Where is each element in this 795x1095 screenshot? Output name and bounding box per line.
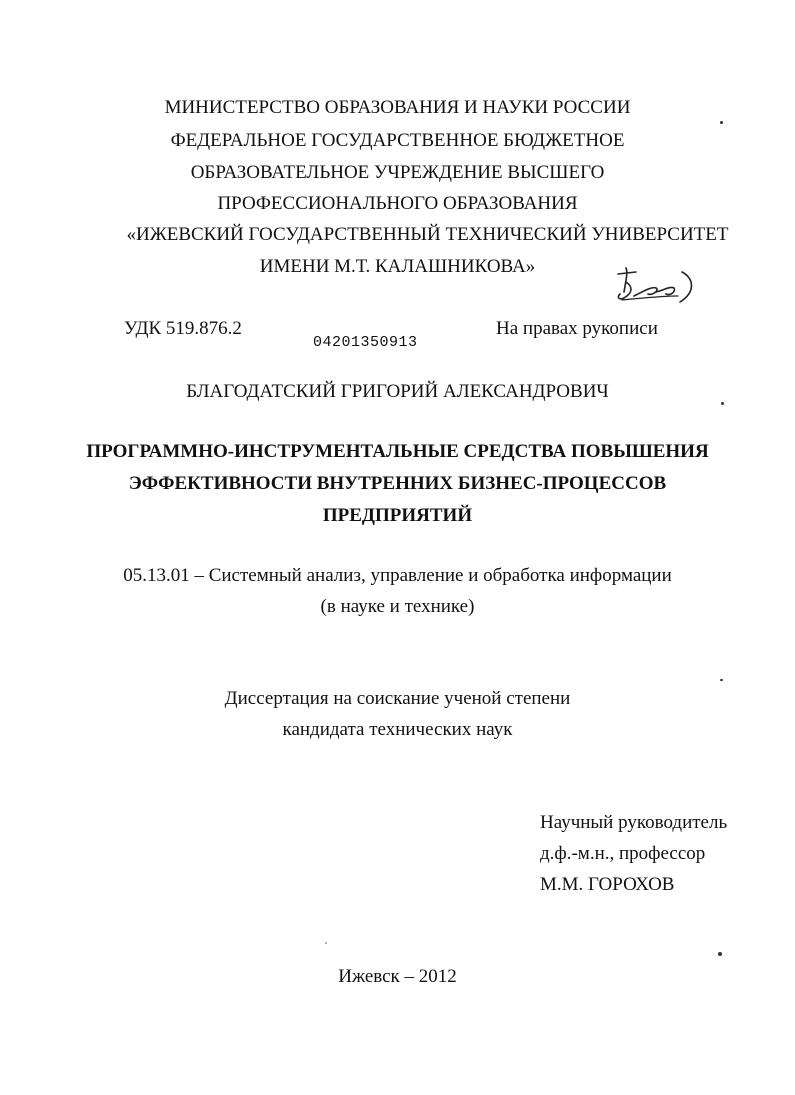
place-and-year: Ижевск – 2012 — [338, 966, 457, 987]
scan-speck — [718, 952, 722, 956]
dissertation-title-line-3: ПРЕДПРИЯТИЙ — [322, 505, 473, 526]
manuscript-rights-note: На правах рукописи — [496, 318, 658, 339]
institution-line-4: ПРОФЕССИОНАЛЬНОГО ОБРАЗОВАНИЯ — [217, 193, 578, 214]
ministry-line: МИНИСТЕРСТВО ОБРАЗОВАНИЯ И НАУКИ РОССИИ — [164, 97, 631, 118]
university-name-line-2: ИМЕНИ М.Т. КАЛАШНИКОВА» — [259, 256, 536, 277]
degree-statement: Диссертация на соискание ученой степени — [224, 688, 571, 709]
supervisor-label: Научный руководитель — [540, 812, 728, 833]
dissertation-title-line-2: ЭФФЕКТИВНОСТИ ВНУТРЕННИХ БИЗНЕС-ПРОЦЕССОВ — [128, 473, 667, 494]
specialty-code: 05.13.01 – Системный анализ, управление и обработка информации — [123, 565, 672, 586]
university-name-line: «ИЖЕВСКИЙ ГОСУДАРСТВЕННЫЙ ТЕХНИЧЕСКИЙ УНИВЕРСИТЕТ — [126, 224, 729, 245]
specialty-scope: (в науке и технике) — [320, 596, 475, 617]
institution-line-3: ОБРАЗОВАТЕЛЬНОЕ УЧРЕЖДЕНИЕ ВЫСШЕГО — [190, 162, 605, 183]
scan-speck — [720, 679, 723, 681]
supervisor-name: М.М. ГОРОХОВ — [540, 874, 675, 895]
author-name: БЛАГОДАТСКИЙ ГРИГОРИЙ АЛЕКСАНДРОВИЧ — [186, 381, 609, 402]
dissertation-title-line-1: ПРОГРАММНО-ИНСТРУМЕНТАЛЬНЫЕ СРЕДСТВА ПОВЫШЕНИЯ — [86, 441, 709, 462]
supervisor-degree: д.ф.-м.н., профессор — [540, 843, 706, 864]
institution-line-2: ФЕДЕРАЛЬНОЕ ГОСУДАРСТВЕННОЕ БЮДЖЕТНОЕ — [170, 130, 625, 151]
handwritten-signature-icon — [612, 262, 702, 310]
udc-code: УДК 519.876.2 — [124, 318, 242, 339]
scan-speck — [720, 121, 723, 124]
scan-speck — [721, 402, 724, 405]
scan-speck — [325, 942, 327, 944]
degree-name: кандидата технических наук — [282, 719, 513, 740]
catalog-number: 04201350913 — [313, 334, 418, 351]
